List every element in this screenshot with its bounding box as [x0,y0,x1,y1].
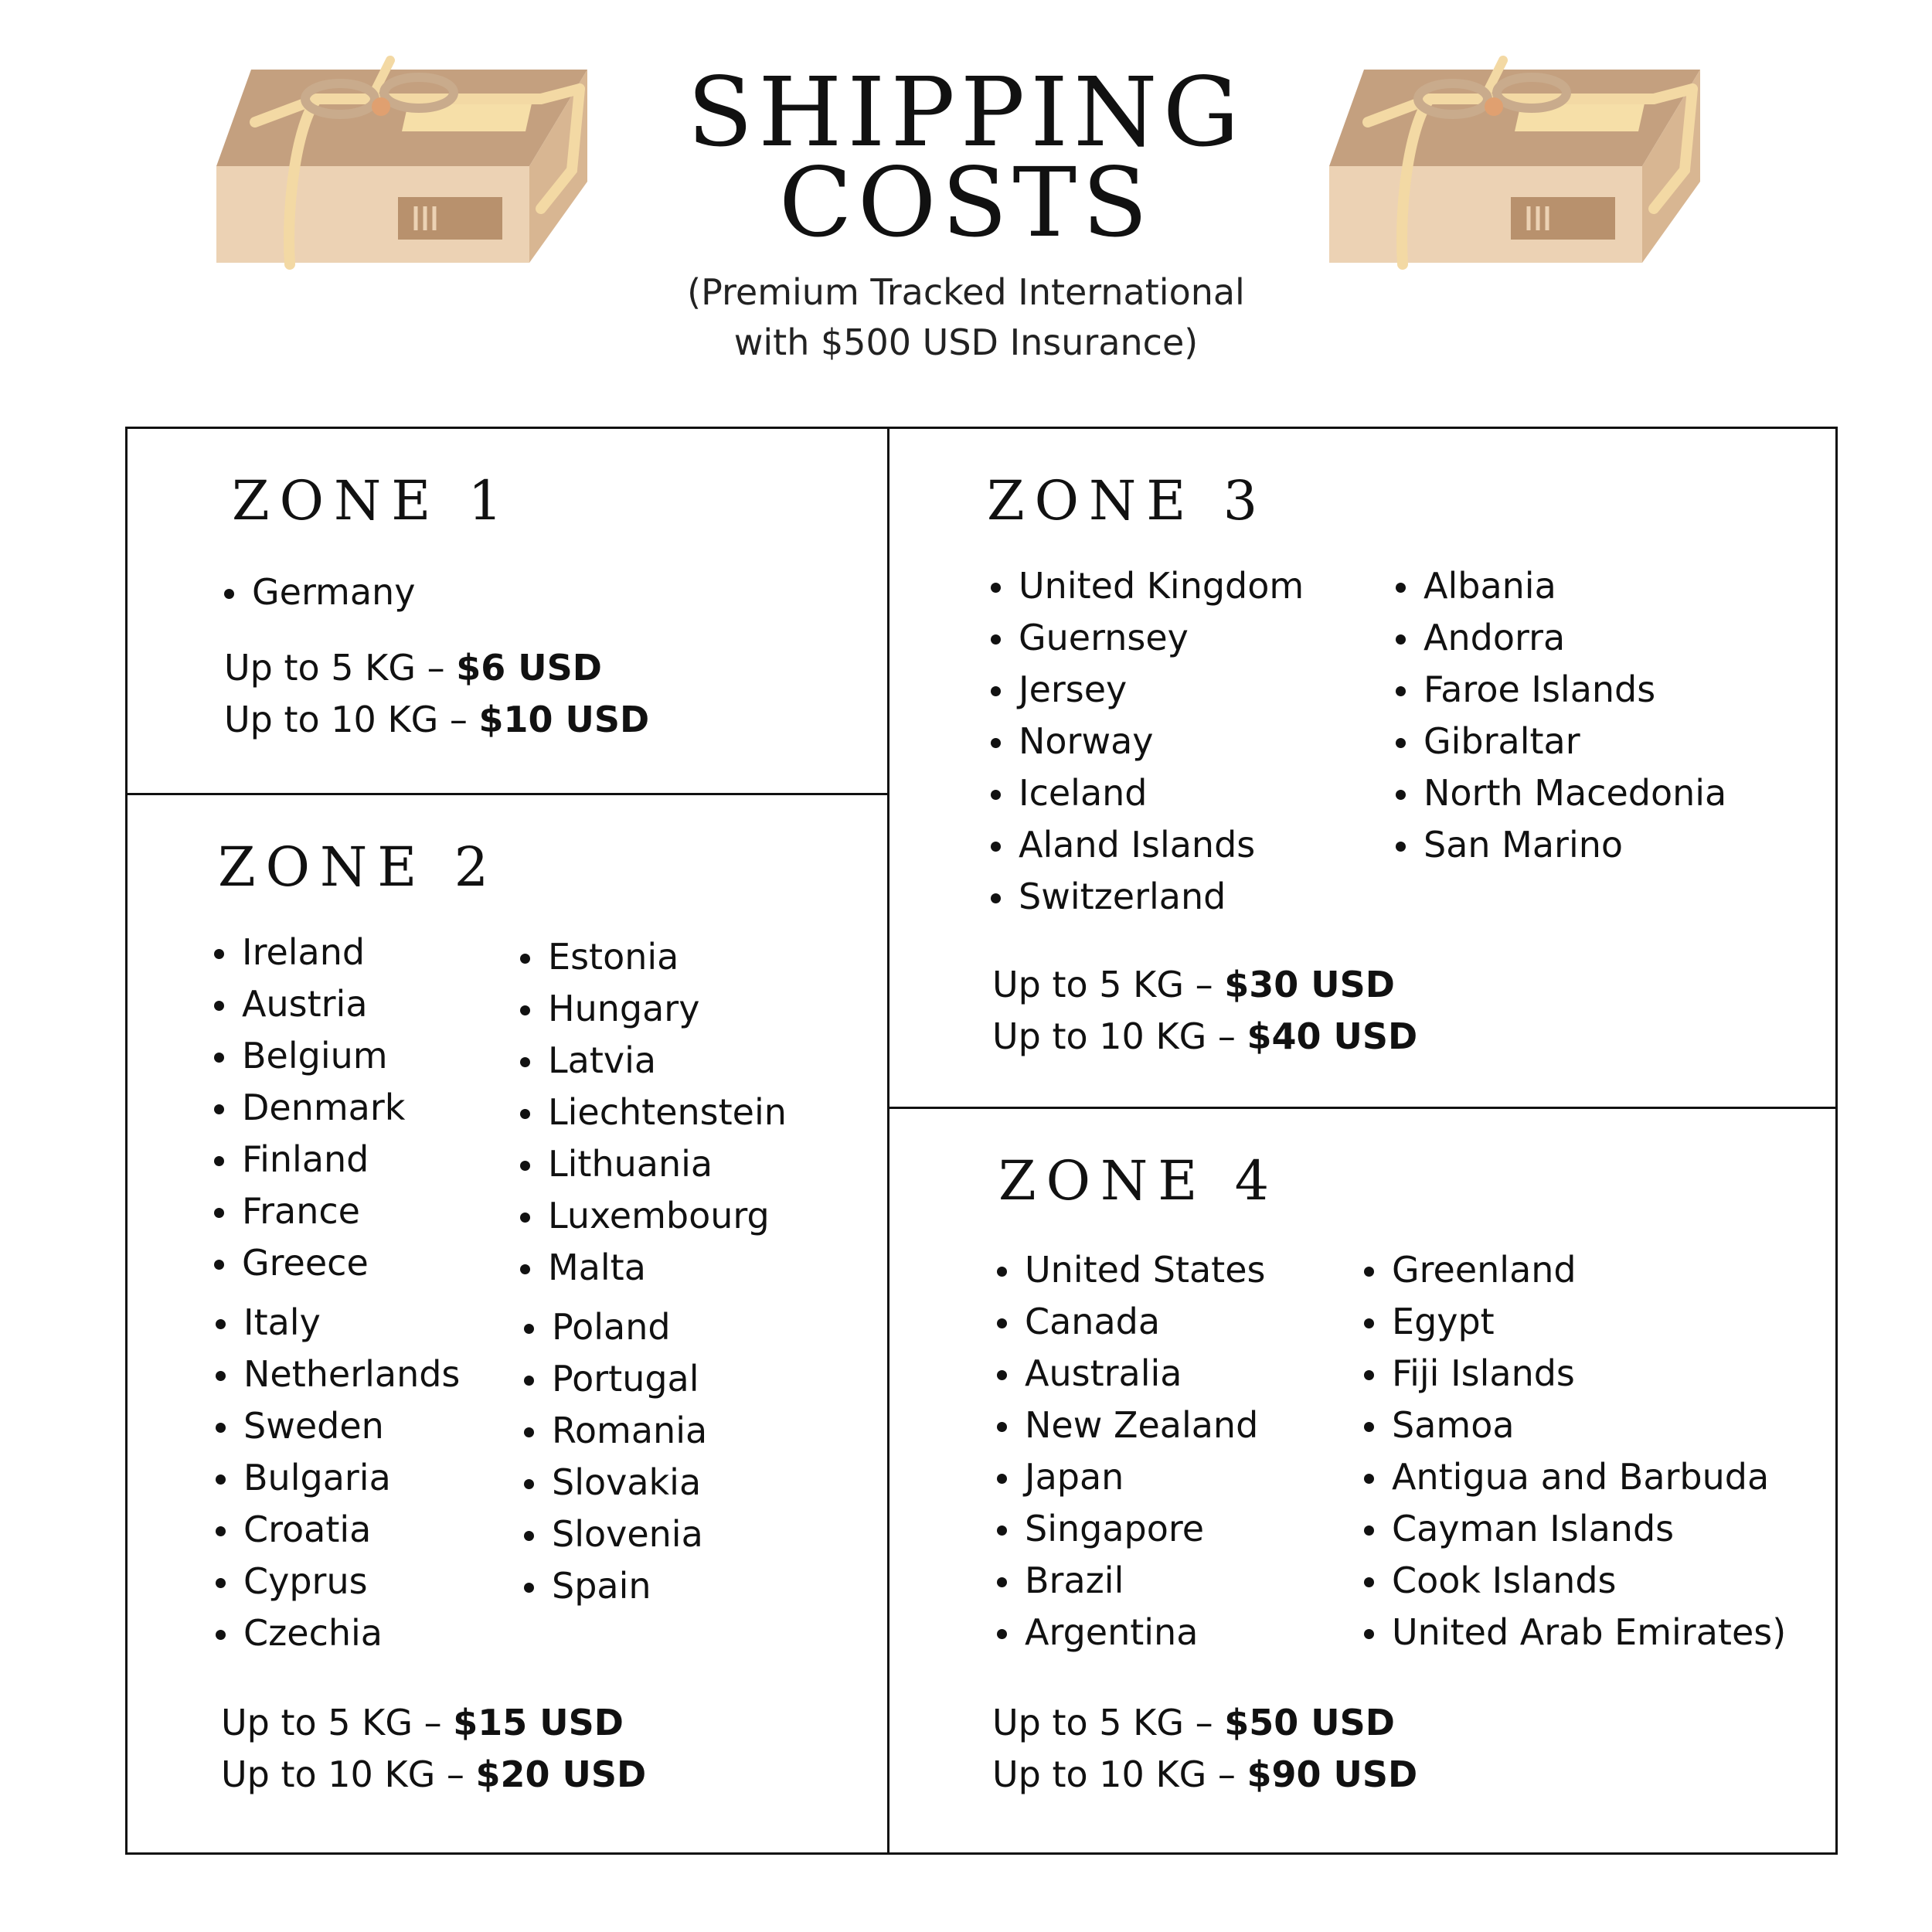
list-item: Ireland [214,927,405,978]
list-item: Romania [524,1405,707,1457]
list-item: Austria [214,978,405,1030]
list-item: Cyprus [216,1556,460,1607]
list-item: Lithuania [520,1138,787,1190]
list-item: Portugal [524,1353,707,1405]
page-title-line-1: SHIPPING [687,57,1245,168]
page-title-line-2: COSTS [778,148,1154,259]
list-item: Fiji Islands [1364,1348,1786,1400]
zone-3-country-list-col2 [1396,560,1726,871]
list-item: Gibraltar [1396,716,1726,767]
zones-divider-left [125,793,889,795]
list-item: Estonia [520,931,787,983]
list-item: United States [997,1244,1266,1296]
zone-2-country-list-col1b [216,1297,460,1659]
zone-2-title: ZONE 2 [218,835,499,899]
list-item: Sweden [216,1400,460,1452]
parcel-box-icon [216,54,587,278]
list-item: Cook Islands [1364,1555,1786,1607]
list-item: Greece [214,1237,405,1289]
list-item: Spain [524,1560,707,1612]
list-item: Bulgaria [216,1452,460,1504]
zone-4-country-list-col1 [997,1244,1266,1658]
zone-1-price-5kg: Up to 5 KG – $6 USD [224,647,602,689]
list-item: Aland Islands [991,819,1304,871]
list-item: Singapore [997,1503,1266,1555]
list-item: Slovakia [524,1457,707,1509]
list-item: Guernsey [991,612,1304,664]
list-item: Norway [991,716,1304,767]
list-item: Faroe Islands [1396,664,1726,716]
list-item: Belgium [214,1030,405,1082]
list-item: Croatia [216,1504,460,1556]
zone-4-title: ZONE 4 [998,1149,1280,1213]
list-item: Argentina [997,1607,1266,1658]
zone-4-price-5kg: Up to 5 KG – $50 USD [992,1702,1395,1743]
zone-2-country-list-col1a [214,927,405,1289]
zone-2-country-list-col2b [524,1301,707,1612]
list-item: France [214,1185,405,1237]
zone-2-price-10kg: Up to 10 KG – $20 USD [221,1753,647,1795]
list-item: Iceland [991,767,1304,819]
list-item: Canada [997,1296,1266,1348]
list-item: Germany [224,566,415,618]
list-item: Egypt [1364,1296,1786,1348]
zone-1-country-list [224,566,415,618]
list-item: Australia [997,1348,1266,1400]
list-item: Albania [1396,560,1726,612]
list-item: Samoa [1364,1400,1786,1451]
zone-2-country-list-col2a [520,931,787,1294]
zone-4-price-10kg: Up to 10 KG – $90 USD [992,1753,1418,1795]
list-item: San Marino [1396,819,1726,871]
subtitle-line-2: with $500 USD Insurance) [733,321,1199,363]
list-item: Jersey [991,664,1304,716]
list-item: North Macedonia [1396,767,1726,819]
zone-3-price-10kg: Up to 10 KG – $40 USD [992,1015,1418,1057]
zone-1-price-10kg: Up to 10 KG – $10 USD [224,699,650,740]
list-item: Italy [216,1297,460,1349]
list-item: Japan [997,1451,1266,1503]
list-item: Liechtenstein [520,1087,787,1138]
zones-divider-vertical [887,427,889,1855]
list-item: United Kingdom [991,560,1304,612]
list-item: Finland [214,1134,405,1185]
list-item: Brazil [997,1555,1266,1607]
zone-4-country-list-col2 [1364,1244,1786,1658]
list-item: Antigua and Barbuda [1364,1451,1786,1503]
list-item: Slovenia [524,1509,707,1560]
subtitle-line-1: (Premium Tracked International [687,271,1245,313]
list-item: Denmark [214,1082,405,1134]
zone-1-title: ZONE 1 [232,469,513,532]
list-item: Netherlands [216,1349,460,1400]
list-item: United Arab Emirates) [1364,1607,1786,1658]
zone-3-title: ZONE 3 [987,469,1268,532]
list-item: Czechia [216,1607,460,1659]
list-item: Greenland [1364,1244,1786,1296]
zone-3-country-list-col1 [991,560,1304,923]
zones-divider-right [887,1107,1838,1109]
list-item: New Zealand [997,1400,1266,1451]
list-item: Latvia [520,1035,787,1087]
list-item: Switzerland [991,871,1304,923]
list-item: Cayman Islands [1364,1503,1786,1555]
list-item: Hungary [520,983,787,1035]
list-item: Luxembourg [520,1190,787,1242]
parcel-box-icon [1329,54,1700,278]
zone-3-price-5kg: Up to 5 KG – $30 USD [992,964,1395,1005]
list-item: Andorra [1396,612,1726,664]
list-item: Poland [524,1301,707,1353]
list-item: Malta [520,1242,787,1294]
zone-2-price-5kg: Up to 5 KG – $15 USD [221,1702,624,1743]
